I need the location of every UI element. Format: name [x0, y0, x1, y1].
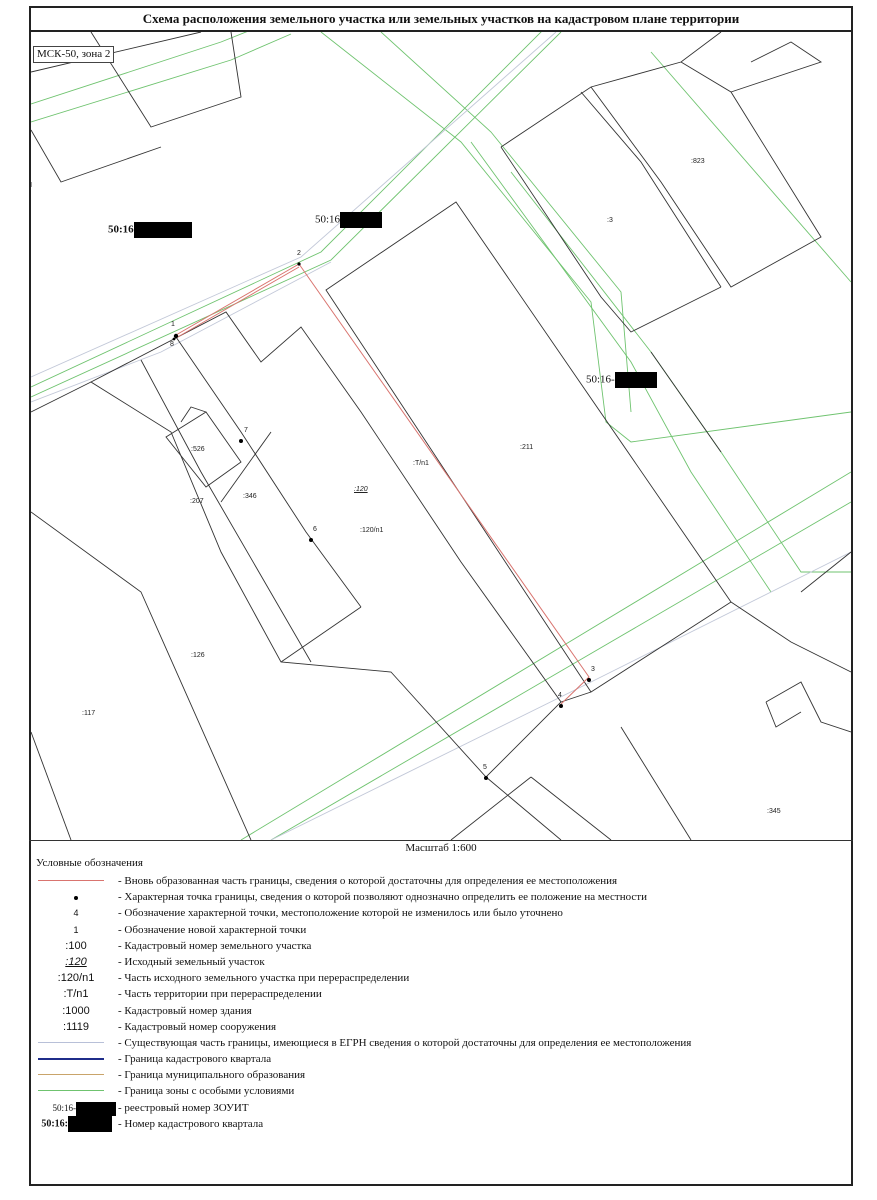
parcel-label-823: :823	[691, 158, 705, 165]
parcel-label-346: :346	[243, 493, 257, 500]
point-number-8: 8	[170, 341, 174, 348]
legend-item-quarter-number: 50:16: - Номер кадастрового квартала	[41, 1117, 264, 1130]
legend-red-line-symbol	[38, 880, 104, 881]
legend-item-structure: :1119 - Кадастровый номер сооружения	[63, 1020, 277, 1033]
legend-item-zone-boundary: - Граница зоны с особыми условиями	[34, 1083, 834, 1099]
parcel-label-207: :207	[190, 498, 204, 505]
legend-tan-line-symbol	[38, 1074, 104, 1075]
legend-item-existing-boundary: - Существующая часть границы, имеющиеся в ЕГРН сведения о которой достаточны для определения ее местоположения	[34, 1035, 834, 1051]
point-number-2: 2	[297, 250, 301, 257]
point-number-5: 5	[483, 764, 487, 771]
legend-item-building: :1000 - Кадастровый номер здания	[62, 1004, 252, 1017]
parcel-label-126: :126	[191, 652, 205, 659]
parcel-lines	[31, 32, 851, 840]
parcel-label-117: :117	[82, 710, 96, 717]
legend-redaction	[68, 1116, 112, 1132]
quarter-label-2: 50:16	[315, 212, 382, 228]
quarter-label-1: 50:16	[108, 222, 192, 238]
legend-blue-line-symbol	[38, 1058, 104, 1060]
point-8	[173, 338, 176, 341]
legend-item-existing-point: 4 - Обозначение характерной точки, местоположение которой не изменилось или было уточнено	[73, 907, 563, 920]
existing-boundaries-grey	[31, 32, 851, 840]
page-title: Схема расположения земельного участка или земельных участков на кадастровом плане территории	[29, 6, 853, 32]
new-boundary	[176, 264, 589, 704]
point-number-4: 4	[558, 692, 562, 699]
zone-boundaries	[31, 32, 851, 840]
legend-grey-line-symbol	[38, 1042, 104, 1043]
legend	[34, 873, 834, 1132]
legend-green-line-symbol	[38, 1090, 104, 1091]
point-7	[239, 439, 243, 443]
scale-label: Масштаб 1:600	[29, 840, 853, 855]
quarter-label-3: 50:16-	[586, 372, 657, 388]
coordinate-system-label: МСК-50, зона 2	[33, 46, 114, 63]
legend-item-municipal-boundary: - Граница муниципального образования	[34, 1067, 834, 1083]
point-2	[297, 262, 300, 265]
parcel-label-tn1: :T/n1	[413, 460, 429, 467]
legend-redaction	[76, 1102, 116, 1116]
legend-item-parcel-number: :100 - Кадастровый номер земельного участка	[65, 939, 312, 952]
point-6	[309, 538, 313, 542]
point-1	[174, 334, 178, 338]
map-svg	[31, 32, 851, 840]
point-number-7: 7	[244, 427, 248, 434]
legend-item-char-point: - Характерная точка границы, сведения о которой позволяют однозначно определить ее положение на местности	[34, 889, 834, 905]
legend-title: Условные обозначения	[36, 857, 143, 869]
legend-dot-symbol	[74, 896, 78, 900]
cadastral-map	[31, 32, 851, 840]
parcel-label-3: :3	[607, 217, 613, 224]
point-4	[559, 704, 563, 708]
point-5	[484, 776, 488, 780]
point-number-1: 1	[171, 321, 175, 328]
legend-item-zouit-number: 50:16- - реестровый номер ЗОУИТ	[52, 1101, 249, 1114]
characteristic-points	[173, 262, 591, 780]
point-3	[587, 678, 591, 682]
parcel-label-526: :526	[191, 446, 205, 453]
legend-item-quarter-boundary: - Граница кадастрового квартала	[34, 1051, 834, 1067]
parcel-label-211: :211	[520, 444, 534, 451]
legend-item-new-boundary: - Вновь образованная часть границы, сведения о которой достаточны для определения ее местоположения	[34, 873, 834, 889]
legend-item-new-point: 1 - Обозначение новой характерной точки	[73, 923, 307, 936]
point-number-3: 3	[591, 666, 595, 673]
legend-item-part-source: :120/n1 - Часть исходного земельного участка при перераспределении	[57, 972, 410, 985]
parcel-label-345: :345	[767, 808, 781, 815]
legend-item-part-territory: :T/n1 - Часть территории при перераспределении	[63, 988, 322, 1001]
legend-item-source-parcel: :120 - Исходный земельный участок	[65, 955, 265, 968]
parcel-label-120: :120	[354, 486, 368, 493]
point-number-6: 6	[313, 526, 317, 533]
parcel-label-120-n1: :120/n1	[360, 527, 384, 534]
